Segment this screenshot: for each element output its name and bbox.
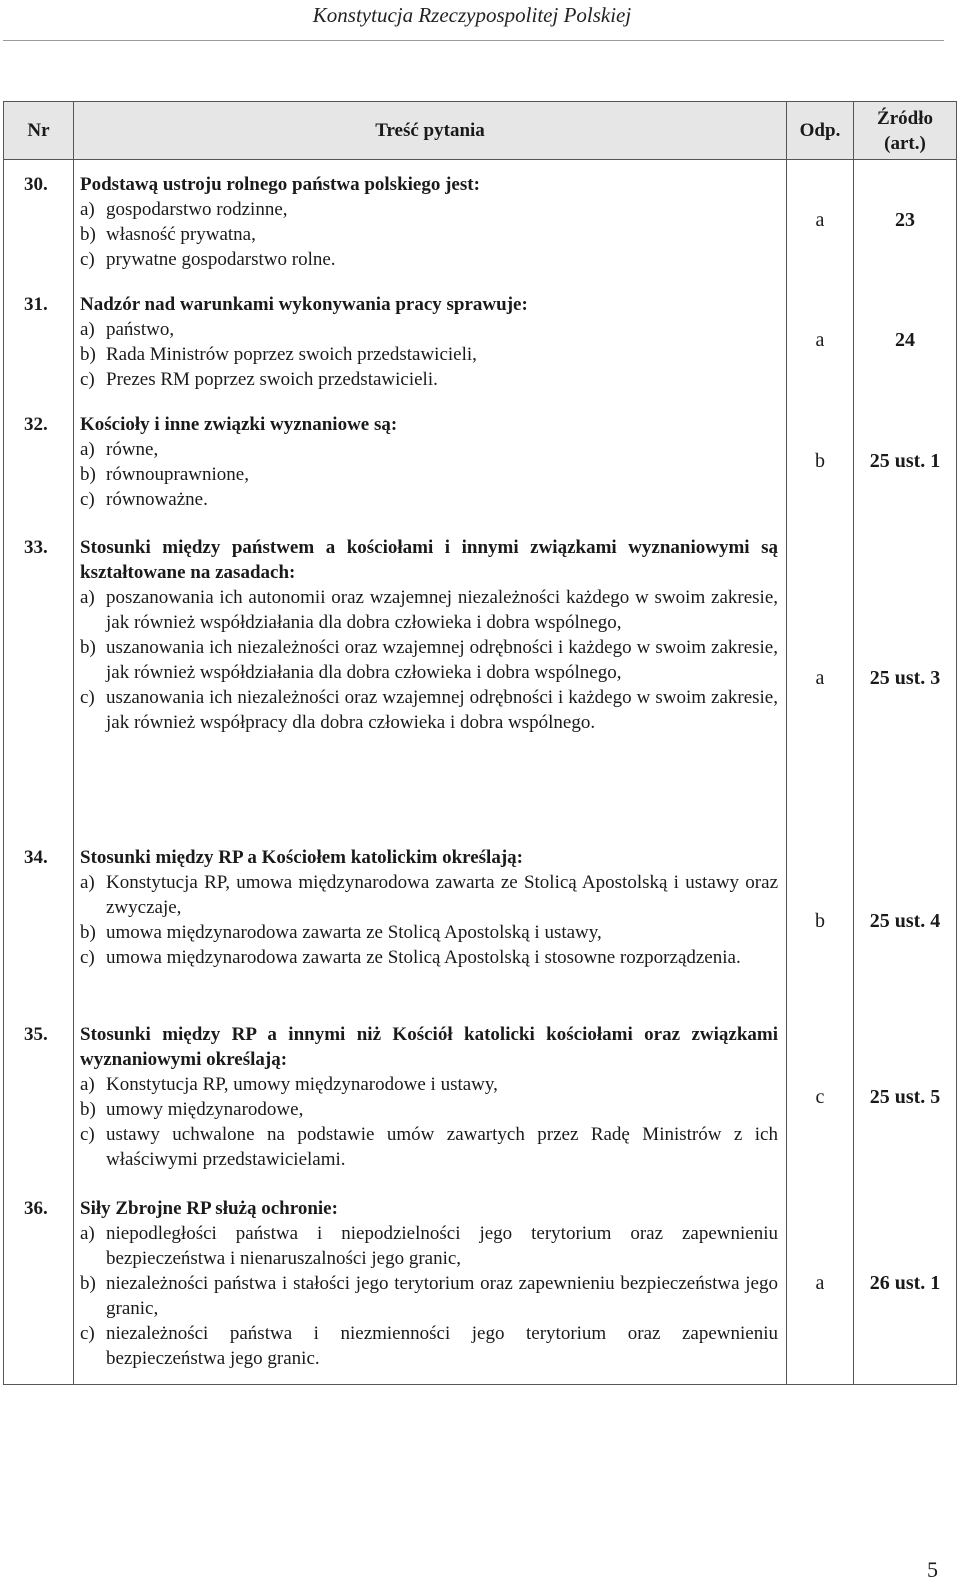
- answer-option: [80, 635, 778, 685]
- option-text: własność prywatna,: [106, 224, 256, 245]
- option-text: uszanowania ich niezależności oraz wzajemnej odrębności i każdego w swoim zakresie, jak również współpracy dla dobra człowieka i dobra wspólnego.: [106, 687, 778, 733]
- header-question: Treść pytania: [74, 102, 787, 160]
- option-text: umowy międzynarodowe,: [106, 1099, 304, 1120]
- question-number: 31.: [4, 280, 74, 400]
- header-nr: Nr: [4, 102, 74, 160]
- option-letter: c): [80, 489, 95, 510]
- correct-answer: a: [787, 280, 854, 400]
- option-text: równouprawnione,: [106, 464, 249, 485]
- correct-answer: b: [787, 833, 854, 1010]
- option-text: poszanowania ich autonomii oraz wzajemnej niezależności każdego w swoim zakresie, jak również współdziałania dla dobra człowieka i dobra wspólnego,: [106, 587, 778, 633]
- option-letter: a): [80, 872, 95, 893]
- answer-option: [80, 1122, 778, 1172]
- source-article: 23: [854, 160, 957, 281]
- option-letter: b): [80, 344, 96, 365]
- questions-table: [3, 101, 957, 1385]
- answer-option: [80, 1072, 778, 1097]
- correct-answer: a: [787, 160, 854, 281]
- answer-option: [80, 487, 778, 512]
- answer-option: [80, 585, 778, 635]
- option-letter: c): [80, 369, 95, 390]
- option-text: niepodległości państwa i niepodzielności jego terytorium oraz zapewnieniu bezpieczeństwa i nienaruszalności jego granic,: [106, 1223, 778, 1269]
- table-row: [4, 400, 957, 523]
- question-text: Podstawą ustroju rolnego państwa polskiego jest:: [80, 174, 480, 195]
- answer-option: [80, 920, 778, 945]
- correct-answer: a: [787, 523, 854, 833]
- question-number: 36.: [4, 1184, 74, 1384]
- option-letter: c): [80, 1323, 95, 1344]
- question-text: Siły Zbrojne RP służą ochronie:: [80, 1198, 338, 1219]
- question-cell: [74, 160, 787, 281]
- source-article: 24: [854, 280, 957, 400]
- table-row: [4, 523, 957, 833]
- answer-option: [80, 317, 778, 342]
- option-text: uszanowania ich niezależności oraz wzajemnej odrębności i każdego w swoim zakresie, jak również współdziałania dla dobra człowieka i dobra wspólnego,: [106, 637, 778, 683]
- option-letter: a): [80, 587, 95, 608]
- answer-option: [80, 1271, 778, 1321]
- option-text: równe,: [106, 439, 159, 460]
- answer-option: [80, 945, 778, 970]
- source-article: 26 ust. 1: [854, 1184, 957, 1384]
- option-letter: c): [80, 947, 95, 968]
- option-letter: a): [80, 319, 95, 340]
- table-row: [4, 160, 957, 281]
- answer-option: [80, 870, 778, 920]
- answer-option: [80, 1321, 778, 1371]
- question-cell: [74, 400, 787, 523]
- option-text: umowa międzynarodowa zawarta ze Stolicą Apostolską i stosowne rozporządzenia.: [106, 947, 741, 968]
- option-letter: b): [80, 224, 96, 245]
- option-text: niezależności państwa i niezmienności jego terytorium oraz zapewnieniu bezpieczeństwa jego granic.: [106, 1323, 778, 1369]
- option-text: Rada Ministrów poprzez swoich przedstawicieli,: [106, 344, 477, 365]
- option-letter: b): [80, 464, 96, 485]
- option-text: równoważne.: [106, 489, 208, 510]
- answer-option: [80, 1221, 778, 1271]
- table-row: [4, 1010, 957, 1184]
- answer-option: [80, 462, 778, 487]
- answer-option: [80, 222, 778, 247]
- option-text: Konstytucja RP, umowa międzynarodowa zawarta ze Stolicą Apostolską i ustawy oraz zwyczaje,: [106, 872, 778, 918]
- option-text: prywatne gospodarstwo rolne.: [106, 249, 336, 270]
- question-text: Stosunki między RP a innymi niż Kościół katolicki kościołami oraz związkami wyznaniowymi określają:: [80, 1024, 778, 1070]
- option-letter: a): [80, 1223, 95, 1244]
- option-text: Konstytucja RP, umowy międzynarodowe i ustawy,: [106, 1074, 498, 1095]
- option-letter: a): [80, 439, 95, 460]
- table-header-row: [4, 102, 957, 160]
- question-number: 34.: [4, 833, 74, 1010]
- correct-answer: c: [787, 1010, 854, 1184]
- source-article: 25 ust. 4: [854, 833, 957, 1010]
- option-text: umowa międzynarodowa zawarta ze Stolicą Apostolską i ustawy,: [106, 922, 602, 943]
- question-number: 30.: [4, 160, 74, 281]
- answer-option: [80, 685, 778, 735]
- header-source-line1: Źródło: [877, 107, 933, 129]
- option-text: państwo,: [106, 319, 175, 340]
- source-article: 25 ust. 3: [854, 523, 957, 833]
- question-cell: [74, 833, 787, 1010]
- question-cell: [74, 280, 787, 400]
- question-cell: [74, 1010, 787, 1184]
- option-text: gospodarstwo rodzinne,: [106, 199, 288, 220]
- correct-answer: a: [787, 1184, 854, 1384]
- table-row: [4, 280, 957, 400]
- question-cell: [74, 1184, 787, 1384]
- question-text: Stosunki między państwem a kościołami i innymi związkami wyznaniowymi są kształtowane na zasadach:: [80, 537, 778, 583]
- answer-option: [80, 342, 778, 367]
- source-article: 25 ust. 5: [854, 1010, 957, 1184]
- page-number: 5: [927, 1557, 938, 1582]
- question-text: Nadzór nad warunkami wykonywania pracy sprawuje:: [80, 294, 528, 315]
- option-letter: a): [80, 1074, 95, 1095]
- header-source: [854, 102, 957, 160]
- question-number: 33.: [4, 523, 74, 833]
- answer-option: [80, 437, 778, 462]
- answer-option: [80, 197, 778, 222]
- option-letter: c): [80, 687, 95, 708]
- header-source-line2: (art.): [884, 132, 926, 154]
- question-number: 32.: [4, 400, 74, 523]
- table-row: [4, 833, 957, 1010]
- option-letter: c): [80, 249, 95, 270]
- option-letter: b): [80, 1273, 96, 1294]
- question-text: Stosunki między RP a Kościołem katolickim określają:: [80, 847, 523, 868]
- source-article: 25 ust. 1: [854, 400, 957, 523]
- option-text: Prezes RM poprzez swoich przedstawicieli.: [106, 369, 438, 390]
- option-text: ustawy uchwalone na podstawie umów zawartych przez Radę Ministrów z ich właściwymi przedstawicielami.: [106, 1124, 778, 1170]
- running-head-title: Konstytucja Rzeczypospolitej Polskiej: [312, 3, 632, 27]
- option-letter: b): [80, 922, 96, 943]
- answer-option: [80, 1097, 778, 1122]
- option-letter: b): [80, 637, 96, 658]
- option-letter: c): [80, 1124, 95, 1145]
- question-text: Kościoły i inne związki wyznaniowe są:: [80, 414, 398, 435]
- answer-option: [80, 247, 778, 272]
- question-cell: [74, 523, 787, 833]
- header-divider: [3, 40, 944, 41]
- option-letter: b): [80, 1099, 96, 1120]
- header-answer: Odp.: [787, 102, 854, 160]
- option-text: niezależności państwa i stałości jego terytorium oraz zapewnieniu bezpieczeństwa jego granic,: [106, 1273, 778, 1319]
- answer-option: [80, 367, 778, 392]
- table-row: [4, 1184, 957, 1384]
- correct-answer: b: [787, 400, 854, 523]
- question-number: 35.: [4, 1010, 74, 1184]
- option-letter: a): [80, 199, 95, 220]
